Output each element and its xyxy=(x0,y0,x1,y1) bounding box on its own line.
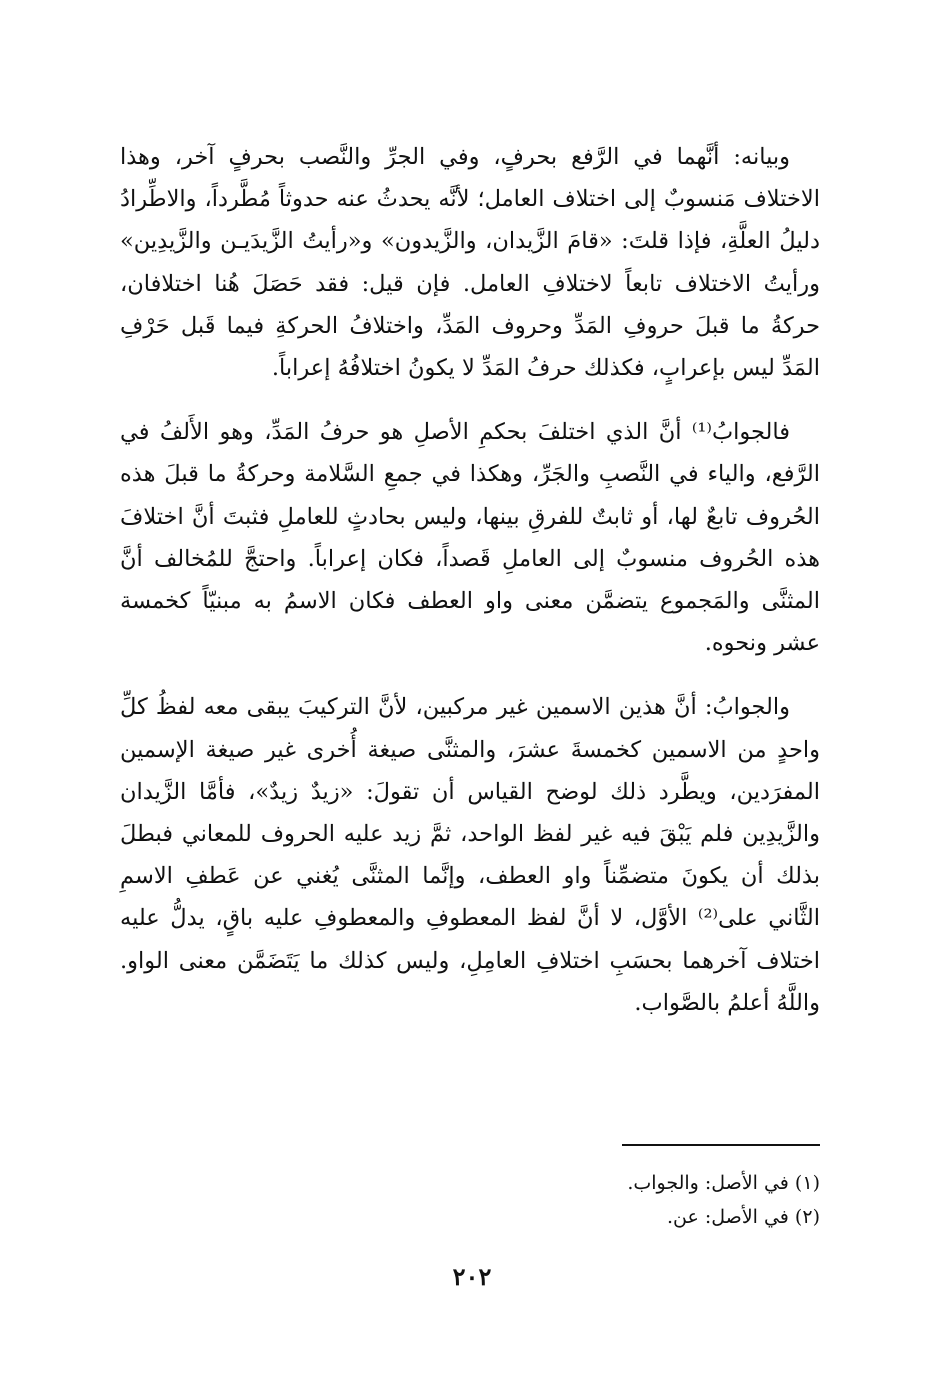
footnote-1: (١) في الأصل: والجواب. xyxy=(627,1172,820,1194)
footnotes xyxy=(120,1166,820,1234)
footnote-2: (٢) في الأصل: عن. xyxy=(667,1206,820,1228)
paragraph-3: والجوابُ: أنَّ هذين الاسمين غير مركبين، لأنَّ التركيبَ يبقى معه لفظُ كلِّ واحدٍ من الاسمين كخمسةَ عشرَ، والمثنَّى صيغة أُخرى غير صيغة الإسمين المفرَدين، ويطَّرد ذلك لوضح القياس أن تقولَ: «زيدٌ زيدٌ»، فأمَّا الزَّيدان والزَّيدِين فلم يَبْقَ فيه غير لفظ الواحد، ثمَّ زيد عليه الحروف للمعاني فبطلَ بذلك أن يكونَ متضمِّناً واو العطف، وإنَّما المثنَّى يُغني عن عَطفِ الاسمِ الثَّاني على⁽²⁾ الأوَّل، لا أنَّ لفظ المعطوفِ والمعطوفِ عليه باقٍ، يدلُّ عليه اختلاف آخرهما بحسَبِ اختلافِ العامِلِ، وليس كذلك ما يَتَضَمَّن معنى الواو. واللَّهُ أعلمُ بالصَّواب. xyxy=(120,694,820,1016)
footnote-divider xyxy=(622,1144,820,1146)
paragraph-2: فالجوابُ⁽¹⁾ أنَّ الذي اختلفَ بحكمِ الأصلِ هو حرفُ المَدِّ، وهو الأَلفُ في الرَّفع، والياء في النَّصبِ والجَرِّ، وهكذا في جمعِ السَّلامة وحركةُ ما قبلَ هذه الحُروف تابعٌ لها، أو ثابتٌ للفرقِ بينها، وليس بحادثٍ للعاملِ فثبتَ أنَّ اختلافَ هذه الحُروف منسوبٌ إلى العاملِ قَصداً، فكان إعراباً. واحتجَّ للمُخالف أنَّ المثنَّى والمَجموع يتضمَّن معنى واو العطف فكان الاسمُ به مبنيّاً كخمسة عشر ونحوه. xyxy=(120,419,820,657)
main-text xyxy=(120,136,820,1024)
paragraph-1: وبيانه: أنَّهما في الرَّفع بحرفٍ، وفي الجرِّ والنَّصب بحرفٍ آخر، وهذا الاختلاف مَنسوبٌ إلى اختلاف العامل؛ لأنَّه يحدثُ عنه حدوثاً مُطَّرداً، والاطِّرادُ دليلُ العلَّةِ، فإذا قلتَ: «قامَ الزَّيدان، والزَّيدون» و«رأيتُ الزَّيدَيـن والزَّيدِين» ورأيتُ الاختلاف تابعاً لاختلافِ العامل. فإن قيل: فقد حَصَلَ هُنا اختلافان، حركةُ ما قبلَ حروفِ المَدِّ وحروف المَدِّ، واختلافُ الحركةِ فيما قَبل حَرْفِ المَدِّ ليس بإعرابٍ، فكذلك حرفُ المَدِّ لا يكونُ اختلافُهُ إعراباً. xyxy=(120,144,820,382)
page-number: ٢٠٢ xyxy=(452,1262,492,1291)
